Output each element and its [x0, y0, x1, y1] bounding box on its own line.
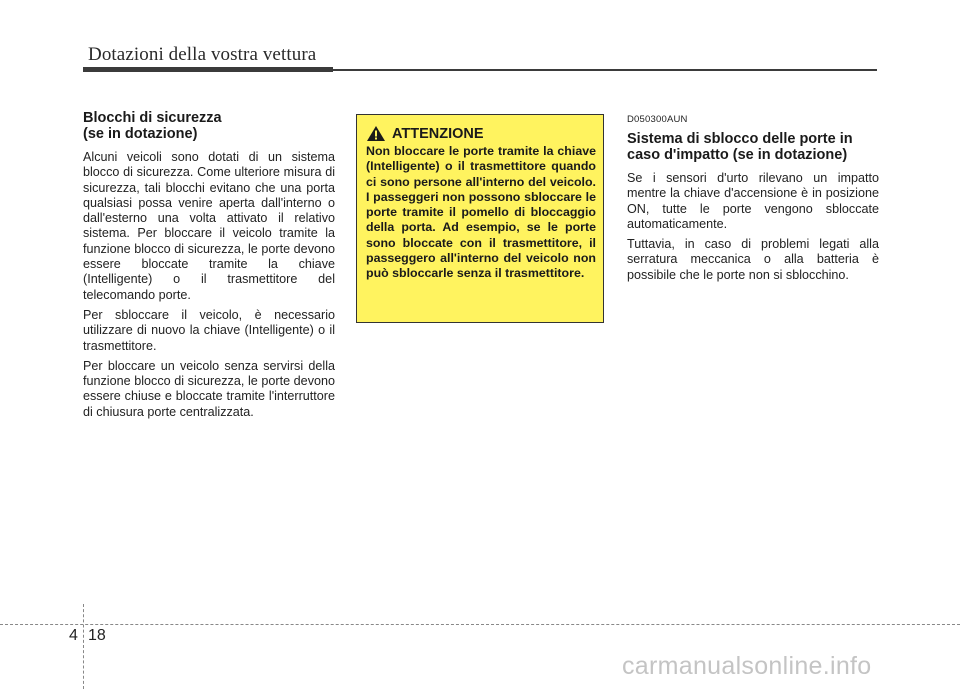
footer-dashed-rule — [0, 624, 960, 625]
section-title-line1: Sistema di sblocco delle porte in — [627, 131, 853, 147]
paragraph: Se i sensori d'urto rilevano un impatto mentre la chiave d'accensione è in posizione ON, tutte le porte vengono sbloccate automaticamente. — [627, 171, 879, 231]
warning-header — [366, 125, 596, 142]
paragraph: Per bloccare un veicolo senza servirsi della funzione blocco di sicurezza, le porte devono essere chiuse e bloccate tramite l'interruttore di chiusura porte centralizzata. — [83, 358, 335, 419]
section-title-line2: (se in dotazione) — [83, 126, 198, 142]
footer-vertical-rule — [83, 604, 84, 689]
paragraph: Alcuni veicoli sono dotati di un sistema blocco di sicurezza. Come ulteriore misura di sicurezza, tali blocchi evitano che una porta qualsiasi possa venire aperta dall'interno o dall'esterno una volta attivato il relativo sistema. Per bloccare il veicolo tramite la funzione blocco di sicurezza, le porte devono essere bloccate tramite la chiave (Intelligente) o il trasmettitore del telecomando porte. — [83, 150, 335, 302]
section-title-impact-unlock — [627, 131, 879, 163]
left-column — [83, 110, 335, 425]
page-number: 18 — [88, 627, 106, 644]
paragraph: Per sbloccare il veicolo, è necessario utilizzare di nuovo la chiave (Intelligente) o il trasmettitore. — [83, 307, 335, 353]
section-title-child-lock — [83, 110, 335, 142]
warning-title: ATTENZIONE — [392, 125, 484, 142]
watermark: carmanualsonline.info — [622, 652, 872, 680]
section-title-line2: caso d'impatto (se in dotazione) — [627, 147, 848, 163]
chapter-number: 4 — [69, 627, 78, 644]
warning-text: Non bloccare le porte tramite la chiave (Intelligente) o il trasmettitore quando ci sono persone all'interno del veicolo. I passeggeri non possono sbloccare le porte tramite il pomello di bloccaggio della porta. Ad esempio, se le porte sono bloccate con il trasmettitore, il passeggero all'interno del veicolo non può sbloccarle senza il trasmettitore. — [366, 144, 596, 281]
header-title: Dotazioni della vostra vettura — [88, 44, 317, 65]
section-title-line1: Blocchi di sicurezza — [83, 110, 222, 126]
paragraph: Tuttavia, in caso di problemi legati alla serratura meccanica o alla batteria è possibile che le porte non si sblocchino. — [627, 237, 879, 282]
warning-triangle-icon — [366, 125, 386, 142]
warning-box — [356, 114, 604, 323]
header-rule-thin — [333, 69, 877, 71]
header-rule-thick — [83, 67, 333, 72]
section-code: D050300AUN — [627, 114, 688, 125]
right-column — [627, 114, 879, 288]
